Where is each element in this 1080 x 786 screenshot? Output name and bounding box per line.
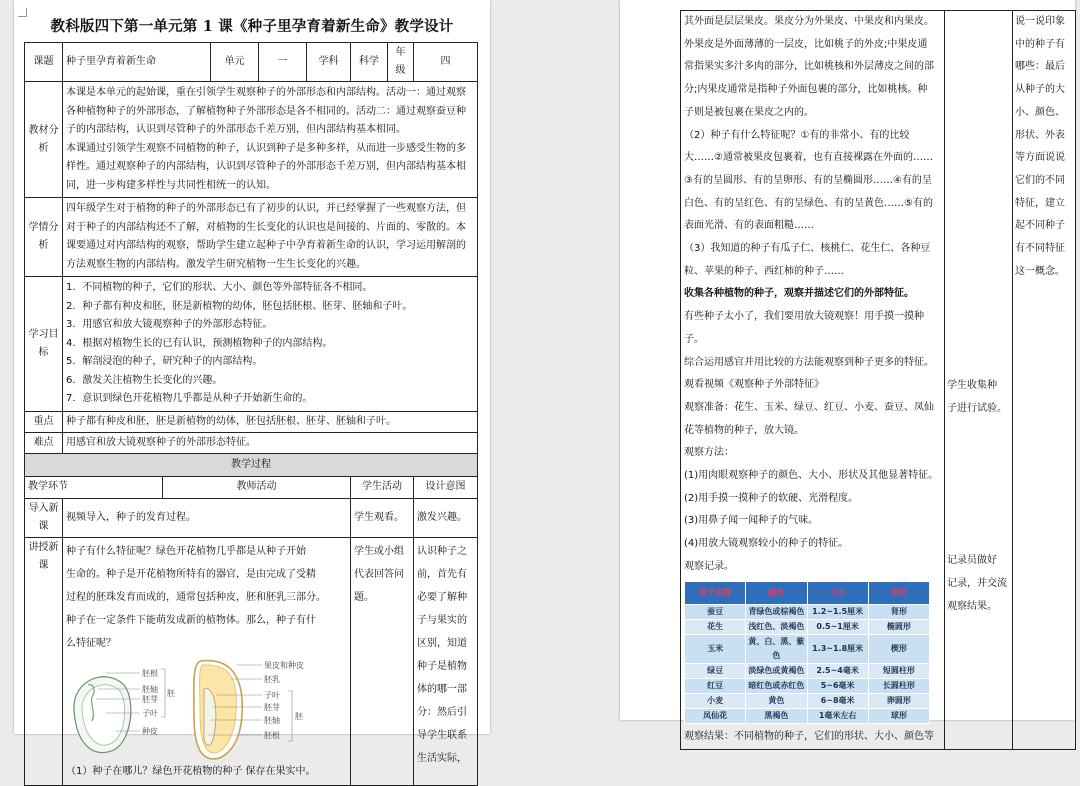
text-line: 分：然后引 (417, 706, 467, 718)
goal-item: 5．解剖浸泡的种子，研究种子的内部结构。 (66, 356, 263, 367)
key-point-text: 种子都有种皮和胚，胚是新植物的幼体，胚包括胚根、胚芽、胚轴和子叶。 (63, 411, 478, 432)
design-intent-cell (1013, 11, 1076, 750)
text-line: 代表回答问 (354, 568, 404, 580)
text-line: 等方面说说 (1015, 152, 1065, 164)
text-line: 同，进一步构建多样性与共同性相统一的认知。 (66, 179, 276, 191)
text-line: 区别，知道 (417, 637, 467, 649)
text-line: 前，首先有 (417, 568, 467, 580)
document-page-left (14, 0, 490, 777)
grade-value: 四 (414, 43, 478, 82)
text-line: 起不同种子 (1015, 220, 1065, 232)
text-line: (4)用放大镜观察较小的种子的特征。 (684, 538, 849, 550)
text-line: 子则是被包裹在果皮之内的。 (684, 106, 814, 118)
seed-cell: 浅红色、淡褐色 (746, 620, 807, 635)
label-pericarp: 果皮和种皮 (264, 660, 304, 670)
text-line: 各种植物种子的外部形态，了解植物种子外部形态是各不相同的。活动二：通过观察蚕豆种 (66, 105, 466, 117)
text-line: 认识种子之 (417, 545, 467, 557)
document-title: 教科版四下第一单元第 1 课《种子里孕育着新生命》教学设计 (50, 18, 454, 35)
teacher-activity-cell (681, 11, 945, 750)
text-line: (2)用手摸一摸种子的软硬、光滑程度。 (684, 492, 859, 504)
text-line: 种子有什么特征呢？绿色开花植物几乎都是从种子开始 (66, 545, 306, 557)
corn-seed-figure (194, 660, 304, 759)
text-line: 分;内果皮通常是指种子外面包裹的部分，比如桃核。种 (684, 84, 928, 96)
seed-cell: 6~8毫米 (807, 694, 868, 709)
text-line: 观看视频《观察种子外部特征》 (684, 379, 824, 391)
text-line: 子进行试验。 (947, 402, 1007, 414)
intro-stage: 导入新课 (25, 498, 63, 537)
topic-label: 课题 (25, 43, 63, 82)
analysis-text (63, 82, 478, 198)
new-lesson-teacher (63, 537, 351, 785)
seed-cell: 青绿色或棕褐色 (746, 605, 807, 620)
text-line: 本课是本单元的起始课，重在引领学生观察种子的外部形态和内部结构。活动一：通过观察 (66, 87, 466, 98)
col-teacher: 教师活动 (163, 476, 351, 498)
intro-intent: 激发兴趣。 (414, 498, 478, 537)
seed-cell: 楔形 (868, 635, 929, 664)
text-line: 种子在一定条件下能萌发成新的植物体。那么，种子有什 (66, 614, 316, 626)
text-line: 本课通过引领学生观察不同植物的种子，认识到种子是多种多样，从而进一步感受生物的多 (66, 142, 466, 154)
label-plumule-corn: 胚芽 (264, 702, 280, 712)
label-embryo: 胚 (167, 688, 175, 698)
unit-label: 单元 (211, 43, 259, 82)
text-line: 导学生联系 (417, 729, 467, 741)
text-line: 么特征呢？ (66, 637, 116, 649)
goal-item: 1．不同植物的种子，它们的形状、大小、颜色等外部特征各不相同。 (66, 282, 373, 293)
text-line: 从种子的大 (1015, 84, 1065, 96)
label-embryo-corn: 胚 (295, 711, 303, 721)
seed-cell: 绿豆 (685, 664, 746, 679)
text-line: 大……②通常被果皮包裹着，也有直接裸露在外面的…… (684, 152, 933, 164)
text-line: 表面光滑、有的表面粗糙…… (684, 220, 814, 232)
text-line: 其外面是层层果皮。果皮分为外果皮、中果皮和内果皮。 (684, 16, 934, 27)
label-endosperm: 胚乳 (264, 674, 280, 684)
text-line: 四年级学生对于植物的种子的外部形态已有了初步的认识，并已经掌握了一些观察方法，但 (66, 203, 466, 214)
text-line: 中的种子有 (1015, 38, 1065, 50)
lesson-plan-table (24, 42, 478, 786)
text-line: 必要了解种 (417, 591, 467, 603)
seed-cell: 2.5~4毫米 (807, 664, 868, 679)
text-line: 观察记录。 (684, 560, 734, 572)
seed-cell: 黄、白、黑、紫色 (746, 635, 807, 664)
subject-value: 科学 (351, 43, 388, 82)
table-row (685, 620, 930, 635)
label-cotyledon-corn: 子叶 (264, 690, 280, 700)
text-line: 课要通过对内部结构的观察，帮助学生建立起种子中孕育着新生命的认识，学习运用解剖的 (66, 240, 466, 251)
text-line: 记录，并交流 (947, 578, 1007, 590)
text-line: 体的哪一部 (417, 683, 467, 695)
col-stage: 教学环节 (25, 476, 163, 498)
text-line: (1)用肉眼观察种子的颜色、大小、形状及其他显著特征。 (684, 470, 939, 482)
key-point-label: 重点 (25, 411, 63, 432)
seed-col-size: 大小 (807, 581, 868, 605)
difficulty-label: 难点 (25, 432, 63, 453)
goals-label: 学习目标 (25, 277, 63, 412)
document-page-right (620, 0, 1075, 743)
seed-cell: 蚕豆 (685, 605, 746, 620)
text-line: 这一概念。 (1015, 265, 1065, 277)
table-row (685, 635, 930, 664)
difficulty-text: 用感官和放大镜观察种子的外部形态特征。 (63, 432, 478, 453)
seed-cell: 长圆柱形 (868, 679, 929, 694)
text-line: 对于种子的内部结构还不了解，对植物的生长变化的认识也是间接的、片面的、零散的。本 (66, 221, 466, 233)
seed-cell: 黑褐色 (746, 709, 807, 724)
new-lesson-intent (414, 537, 478, 785)
text-line: 样性。通过观察种子的内部结构，认识到尽管种子的外部形态千差万别，但内部结构基本相 (66, 161, 466, 172)
label-cotyledon: 子叶 (142, 708, 158, 718)
text-line: 特征，建立 (1015, 197, 1065, 209)
seed-cell: 1.2~1.5厘米 (807, 605, 868, 620)
text-line: 外果皮是外面薄薄的一层皮，比如桃子的外皮;中果皮通 (684, 38, 928, 50)
seed-cell: 球形 (868, 709, 929, 724)
text-line: 观察结果：不同植物的种子，它们的形状、大小、颜色等 (684, 731, 934, 743)
bean-seed-figure (74, 668, 176, 752)
goals-list (63, 277, 478, 412)
text-line: 子的内部结构，认识到尽管种子的外部形态千差万别，但内部结构基本相同。 (66, 124, 406, 135)
seed-cell: 淡绿色或黄褐色 (746, 664, 807, 679)
seed-cell: 花生 (685, 620, 746, 635)
seed-cell: 肾形 (868, 605, 929, 620)
text-line: 常指果实多汁多肉的部分，比如桃核和外层薄皮之间的部 (684, 61, 934, 73)
new-lesson-student (351, 537, 414, 785)
text-line: 有些种子太小了，我们要用放大镜观察！用手摸一摸种子。 (684, 311, 924, 345)
text-line: 粒、苹果的种子、西红柿的种子…… (684, 265, 844, 277)
table-row (685, 694, 930, 709)
text-line: 综合运用感官并用比较的方法能观察到种子更多的特征。 (684, 356, 934, 368)
text-line: （2）种子有什么特征呢？①有的非常小、有的比较 (684, 129, 910, 141)
text-line: 哪些：最后 (1015, 61, 1065, 73)
text-line: 花等植物的种子，放大镜。 (684, 424, 804, 436)
seed-cell: 红豆 (685, 679, 746, 694)
seed-cell: 卵圆形 (868, 694, 929, 709)
col-intent: 设计意图 (414, 476, 478, 498)
seed-cell: 1毫米左右 (807, 709, 868, 724)
goal-item: 2．种子都有种皮和胚，胚是新植物的幼体，胚包括胚根、胚芽、胚轴和子叶。 (66, 300, 413, 312)
seed-col-shape: 形状 (868, 581, 929, 605)
text-line: 生命的。种子是开花植物所特有的器官，是由完成了受精 (66, 568, 316, 580)
label-hypocotyl: 胚轴 (142, 684, 158, 694)
table-row (685, 605, 930, 620)
seed-cell: 0.5~1厘米 (807, 620, 868, 635)
seed-col-color: 颜色 (746, 581, 807, 605)
text-line: 小、颜色、 (1015, 106, 1065, 118)
label-plumule: 胚芽 (142, 694, 158, 704)
student-activity-cell (945, 11, 1013, 750)
text-line: 过程的胚珠发育而成的，通常包括种皮，胚和胚乳三部分。 (66, 591, 326, 603)
seed-cell: 短圆柱形 (868, 664, 929, 679)
text-line: 生活实际， (417, 752, 467, 764)
goal-item: 7．意识到绿色开花植物几乎都是从种子开始新生命的。 (66, 393, 313, 404)
intro-student: 学生观看。 (351, 498, 414, 537)
seed-structure-diagram (66, 655, 321, 760)
label-radicle: 胚根 (142, 668, 158, 678)
text-line: 方法观察生物的内部结构。激发学生研究植物一生生长变化的兴趣。 (66, 258, 366, 270)
seed-observation-table (684, 581, 930, 725)
subject-label: 学科 (307, 43, 351, 82)
text-line: 种子是植物 (417, 660, 467, 672)
table-row (685, 709, 930, 724)
goal-item: 4．根据对植物生长的已有认识，预测植物种子的内部结构。 (66, 337, 333, 349)
learners-text (63, 198, 478, 277)
goal-item: 3．用感官和放大镜观察种子的外部形态特征。 (66, 319, 273, 330)
text-line: 题。 (354, 591, 374, 603)
text-line: 记录员做好 (947, 555, 997, 567)
seed-cell: 5~6毫米 (807, 679, 868, 694)
label-radicle-corn: 胚根 (264, 730, 280, 740)
grade-label: 年级 (388, 43, 414, 82)
label-coat: 种皮 (142, 726, 158, 736)
text-line: 有不同特征 (1015, 243, 1065, 255)
intro-teacher: 视频导入，种子的发育过程。 (63, 498, 351, 537)
text-line: 说一说印象 (1015, 16, 1065, 27)
seed-cell: 1.3~1.8厘米 (807, 635, 868, 664)
seed-cell: 玉米 (685, 635, 746, 664)
text-line: (3)用鼻子闻一闻种子的气味。 (684, 515, 819, 527)
text-line: 它们的不同 (1015, 174, 1065, 186)
section-heading: 收集各种植物的种子，观察并描述它们的外部特征。 (684, 288, 914, 300)
seed-col-name: 种子名称 (685, 581, 746, 605)
text-line: 学生或小组 (354, 545, 404, 557)
text-line: 观察方法： (684, 447, 734, 459)
seed-cell: 椭圆形 (868, 620, 929, 635)
text-line: 形状、外表 (1015, 129, 1065, 141)
topic-value: 种子里孕育着新生命 (63, 43, 211, 82)
table-row (685, 664, 930, 679)
text-line: 观察准备：花生、玉米、绿豆、红豆、小麦、蚕豆、凤仙 (684, 401, 934, 413)
lesson-plan-table-continued (680, 10, 1076, 750)
process-title: 教学过程 (25, 453, 478, 476)
seed-cell: 凤仙花 (685, 709, 746, 724)
goal-item: 6．激发关注植物生长变化的兴趣。 (66, 374, 223, 386)
text-line: ③有的呈圆形、有的呈卵形、有的呈椭圆形……④有的呈 (684, 174, 932, 186)
unit-value: 一 (259, 43, 307, 82)
seed-cell: 暗红色或赤红色 (746, 679, 807, 694)
table-row (685, 679, 930, 694)
text-line: （1）种子在哪儿？绿色开花植物的种子 保存在果实中。 (66, 765, 316, 777)
seed-cell: 黄色 (746, 694, 807, 709)
new-lesson-stage: 讲授新课 (25, 537, 63, 785)
text-line: 子与果实的 (417, 614, 467, 626)
text-line: 学生收集种 (947, 380, 997, 391)
text-line: （3）我知道的种子有瓜子仁、核桃仁、花生仁、各种豆 (684, 243, 931, 255)
label-hypocotyl-corn: 胚轴 (264, 715, 280, 725)
text-line: 观察结果。 (947, 600, 997, 612)
seed-cell: 小麦 (685, 694, 746, 709)
text-line: 白色、有的呈红色、有的呈绿色、有的呈黄色……⑤有的 (684, 197, 933, 209)
analysis-label: 教材分析 (25, 82, 63, 198)
col-student: 学生活动 (351, 476, 414, 498)
learners-label: 学情分析 (25, 198, 63, 277)
